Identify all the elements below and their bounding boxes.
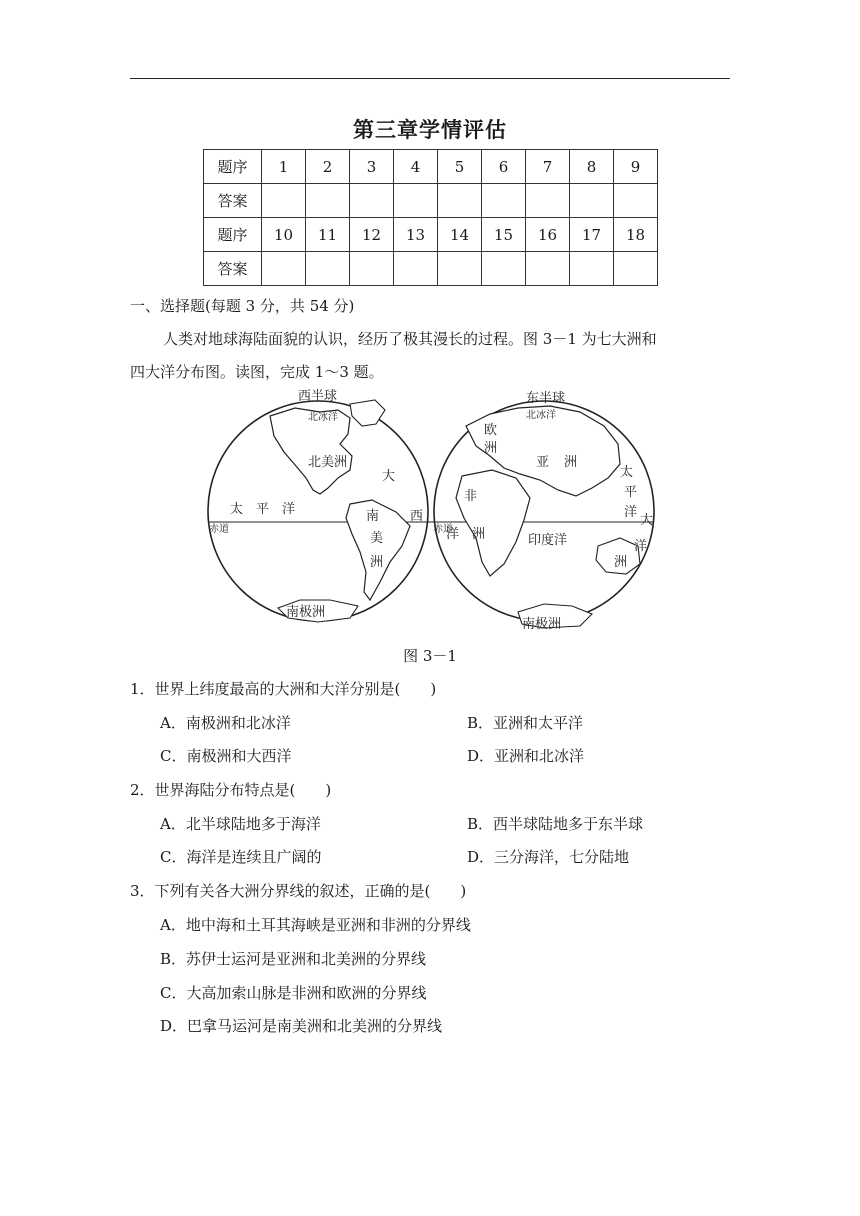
map-label: 洲 <box>614 555 628 570</box>
answer-cell[interactable] <box>262 184 306 218</box>
map-label: 非 <box>464 489 478 504</box>
option-b[interactable]: B．西半球陆地多于东半球 <box>467 815 644 833</box>
table-row <box>204 218 658 252</box>
row-label: 题序 <box>204 218 262 252</box>
row-label: 答案 <box>204 252 262 286</box>
option-b[interactable]: B．亚洲和太平洋 <box>467 714 584 732</box>
question-number: 17 <box>570 218 614 252</box>
answer-cell[interactable] <box>526 184 570 218</box>
equator-label: 赤道 <box>209 524 229 535</box>
option-c[interactable]: C．海洋是连续且广阔的 <box>160 848 322 866</box>
map-label: 太 <box>620 465 634 480</box>
question-number: 1 <box>262 150 306 184</box>
table-row <box>204 150 658 184</box>
question-number: 3 <box>350 150 394 184</box>
question-number: 10 <box>262 218 306 252</box>
intro-text: 四大洋分布图。读图，完成 1～3 题。 <box>130 363 384 381</box>
answer-cell[interactable] <box>570 252 614 286</box>
map-label: 洋 <box>446 527 460 542</box>
row-label: 题序 <box>204 150 262 184</box>
map-label: 大 <box>382 469 396 484</box>
question-number: 14 <box>438 218 482 252</box>
option-a[interactable]: A．南极洲和北冰洋 <box>160 714 291 732</box>
answer-cell[interactable] <box>394 252 438 286</box>
header-rule <box>130 78 730 79</box>
hemispheres-map <box>200 386 660 636</box>
figure-caption: 图 3－1 <box>403 647 457 665</box>
answer-cell[interactable] <box>438 252 482 286</box>
option-d[interactable]: D．巴拿马运河是南美洲和北美洲的分界线 <box>160 1017 443 1035</box>
answer-cell[interactable] <box>262 252 306 286</box>
map-label: 南 <box>366 509 380 524</box>
map-label: 洋 <box>634 539 648 554</box>
intro-text: 人类对地球海陆面貌的认识，经历了极其漫长的过程。图 3－1 为七大洲和 <box>163 330 657 348</box>
question-number: 9 <box>614 150 658 184</box>
option-a[interactable]: A．北半球陆地多于海洋 <box>160 815 321 833</box>
option-c[interactable]: C．大高加索山脉是非洲和欧洲的分界线 <box>160 984 427 1002</box>
map-label: 大 <box>640 513 654 528</box>
question-stem: 1．世界上纬度最高的大洲和大洋分别是( ) <box>130 680 437 698</box>
answer-cell[interactable] <box>438 184 482 218</box>
map-label: 北美洲 <box>308 455 348 470</box>
option-d[interactable]: D．亚洲和北冰洋 <box>467 747 585 765</box>
table-row <box>204 252 658 286</box>
answer-cell[interactable] <box>350 252 394 286</box>
answer-table <box>203 149 658 286</box>
option-c[interactable]: C．南极洲和大西洋 <box>160 747 292 765</box>
west-hemisphere-title: 西半球 <box>298 389 338 404</box>
map-label: 洲 <box>484 441 498 456</box>
map-label: 南极洲 <box>286 605 326 620</box>
map-label: 洋 <box>282 502 296 517</box>
africa-shape <box>456 470 530 576</box>
map-label: 美 <box>370 531 384 546</box>
page-title: 第三章学情评估 <box>353 118 507 142</box>
answer-cell[interactable] <box>614 252 658 286</box>
map-label: 洋 <box>624 505 638 520</box>
section-heading: 一、选择题(每题 3 分，共 54 分) <box>130 297 355 315</box>
map-label: 洲 <box>472 527 486 542</box>
greenland-shape <box>350 400 385 426</box>
answer-cell[interactable] <box>570 184 614 218</box>
question-number: 2 <box>306 150 350 184</box>
question-number: 11 <box>306 218 350 252</box>
map-label: 欧 <box>484 423 498 438</box>
map-label: 亚 <box>536 455 550 470</box>
map-label: 洲 <box>564 455 578 470</box>
option-d[interactable]: D．三分海洋，七分陆地 <box>467 848 630 866</box>
map-label: 北冰洋 <box>308 412 338 423</box>
option-b[interactable]: B．苏伊士运河是亚洲和北美洲的分界线 <box>160 950 427 968</box>
answer-cell[interactable] <box>394 184 438 218</box>
answer-cell[interactable] <box>614 184 658 218</box>
world-map-figure <box>200 386 660 636</box>
map-label: 洲 <box>370 555 384 570</box>
answer-cell[interactable] <box>526 252 570 286</box>
question-number: 6 <box>482 150 526 184</box>
map-label: 印度洋 <box>528 533 568 548</box>
question-number: 16 <box>526 218 570 252</box>
map-label: 南极洲 <box>522 617 562 632</box>
question-number: 8 <box>570 150 614 184</box>
question-number: 5 <box>438 150 482 184</box>
map-label: 平 <box>256 502 270 517</box>
row-label: 答案 <box>204 184 262 218</box>
question-number: 4 <box>394 150 438 184</box>
question-number: 15 <box>482 218 526 252</box>
option-a[interactable]: A．地中海和土耳其海峡是亚洲和非洲的分界线 <box>160 916 471 934</box>
question-number: 7 <box>526 150 570 184</box>
question-stem: 2．世界海陆分布特点是( ) <box>130 781 332 799</box>
question-number: 13 <box>394 218 438 252</box>
question-stem: 3．下列有关各大洲分界线的叙述，正确的是( ) <box>130 882 467 900</box>
equator-label: 赤道 <box>433 524 453 535</box>
answer-cell[interactable] <box>482 184 526 218</box>
answer-cell[interactable] <box>306 252 350 286</box>
map-label: 太 <box>230 502 244 517</box>
map-label: 西 <box>410 509 424 524</box>
question-number: 12 <box>350 218 394 252</box>
question-number: 18 <box>614 218 658 252</box>
map-label: 北冰洋 <box>526 410 556 421</box>
table-row <box>204 184 658 218</box>
answer-cell[interactable] <box>350 184 394 218</box>
map-label: 平 <box>624 485 638 500</box>
answer-cell[interactable] <box>482 252 526 286</box>
answer-cell[interactable] <box>306 184 350 218</box>
east-hemisphere-title: 东半球 <box>526 391 566 406</box>
